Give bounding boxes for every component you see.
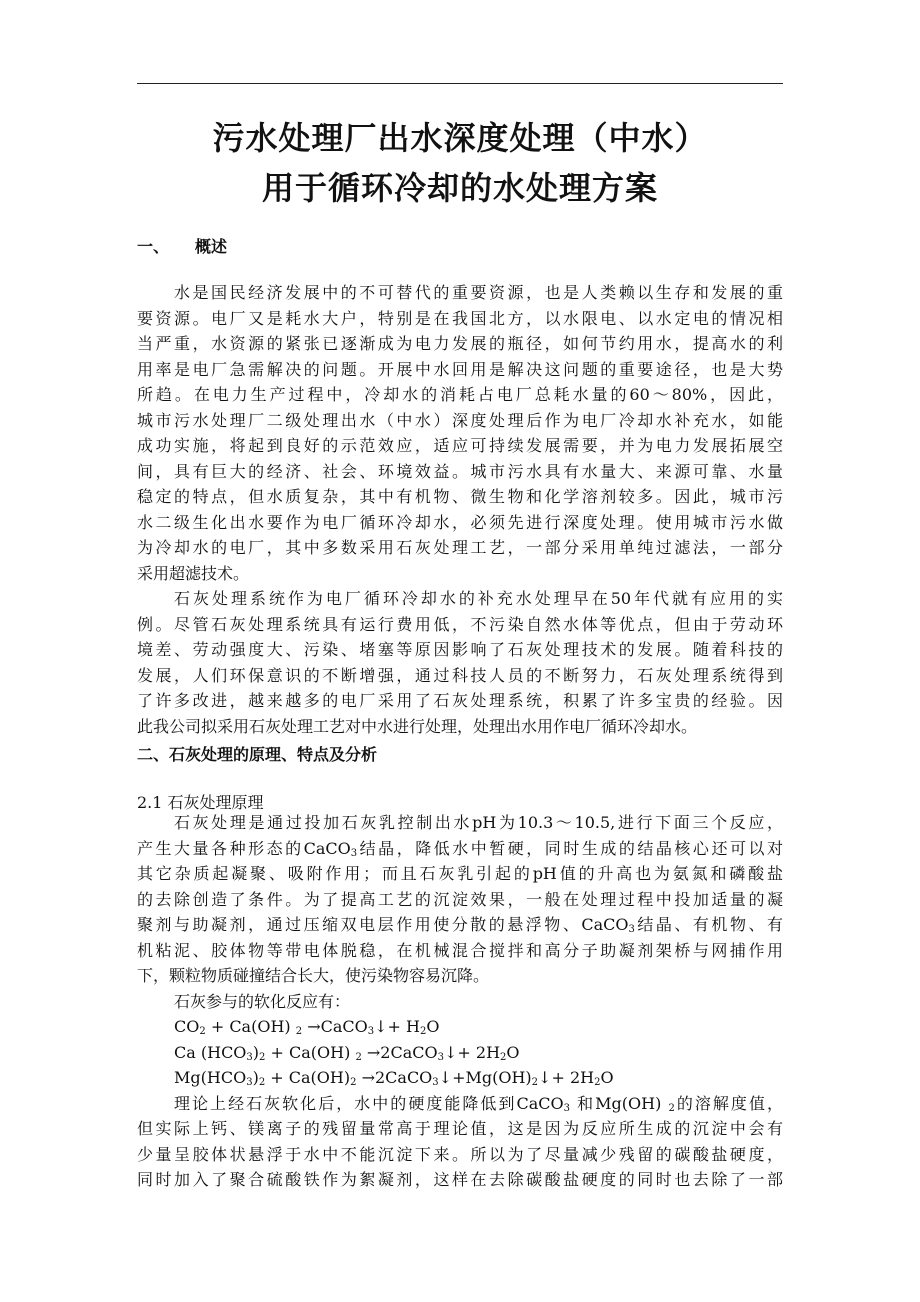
text-line: 为冷却水的电厂，其中多数采用石灰处理工艺，一部分采用单纯过滤法，一部分 xyxy=(137,538,783,557)
text-run: 和Mg(OH) xyxy=(570,1093,662,1113)
eq-run: + Ca(OH) xyxy=(205,1017,291,1036)
eq-run: ↓+ H xyxy=(374,1017,420,1036)
paragraph-2 xyxy=(137,586,783,739)
doc-title-line-1: 污水处理厂出水深度处理（中水） xyxy=(212,119,708,157)
text-run: 产生大量各种形态的CaCO xyxy=(137,838,351,858)
text-line: 用率是电厂急需解决的问题。开展中水回用是解决这问题的重要途径，也是大势 xyxy=(137,359,783,379)
eq-run: →2CaCO xyxy=(356,1068,433,1087)
text-run: 理论上经石灰软化后，水中的硬度能降低到CaCO xyxy=(174,1093,564,1113)
text-line: 但实际上钙、镁离子的残留量常高于理论值，这是因为反应所生成的沉淀中会有 xyxy=(137,1119,783,1138)
header-rule xyxy=(137,83,783,84)
text-line: 此我公司拟采用石灰处理工艺对中水进行处理，处理出水用作电厂循环冷却水。 xyxy=(137,716,698,736)
doc-title-line-2: 用于循环冷却的水处理方案 xyxy=(261,169,658,207)
section-1-number: 一、 xyxy=(137,237,170,256)
text-line: 采用超滤技术。 xyxy=(137,563,250,583)
section-2-heading: 二、石灰处理的原理、特点及分析 xyxy=(137,745,378,764)
eq-run: Mg(HCO xyxy=(174,1068,247,1087)
subscript: 2 xyxy=(258,1077,266,1088)
eq-run: ↓+ 2H xyxy=(538,1068,595,1087)
text-line: 要资源。电厂又是耗水大户，特别是在我国北方，以水限电、以水定电的情况相 xyxy=(137,308,783,328)
text-line: 成功实施，将起到良好的示范效应，适应可持续发展需要，并为电力发展拓展空 xyxy=(137,436,783,455)
subscript: 2 xyxy=(259,1051,266,1063)
subscript: 3 xyxy=(246,1051,253,1063)
subscript: 3 xyxy=(432,1077,439,1088)
text-line: 发展，人们环保意识的不断增强，通过科技人员的不断努力，石灰处理系统得到 xyxy=(137,665,783,685)
text-line: 境差、劳动强度大、污染、堵塞等原因影响了石灰处理技术的发展。随着科技的 xyxy=(137,640,783,659)
section-1-heading xyxy=(137,234,227,257)
text-line xyxy=(137,912,783,938)
text-line: 石灰处理是通过投加石灰乳控制出水pH为10.3～10.5,进行下面三个反应， xyxy=(174,813,783,832)
subscript: 2 xyxy=(500,1051,507,1063)
text-line: 间，具有巨大的经济、社会、环境效益。城市污水具有水量大、来源可靠、水量 xyxy=(137,461,783,481)
subscript: 2 xyxy=(594,1077,601,1088)
equation-1 xyxy=(137,1014,783,1040)
eq-run: ↓+ 2H xyxy=(444,1042,501,1062)
text-line: 水二级生化出水要作为电厂循环冷却水，必须先进行深度处理。使用城市污水做 xyxy=(137,512,783,532)
text-run: 结晶，降低水中暂硬，同时生成的结晶核心还可以对 xyxy=(357,838,783,858)
eq-run: + Ca(OH) xyxy=(265,1042,351,1062)
paragraph-1 xyxy=(137,280,783,586)
subscript: 2 xyxy=(295,1026,303,1037)
section-1-title: 概述 xyxy=(195,237,228,256)
subscript: 2 xyxy=(350,1077,357,1088)
text-line: 其它杂质起凝聚、吸附作用；而且石灰乳引起的pH值的升高也为氨氮和磷酸盐 xyxy=(137,864,783,883)
eq-run: ) xyxy=(252,1042,260,1062)
subscript: 3 xyxy=(563,1102,570,1114)
eq-run: →2CaCO xyxy=(361,1042,438,1062)
subsection-2-1-heading: 2.1 石灰处理原理 xyxy=(137,793,264,812)
subscript: 2 xyxy=(199,1026,206,1037)
eq-run: Ca (HCO xyxy=(174,1042,247,1062)
text-line: 了许多改进，越来越多的电厂采用了石灰处理系统，积累了许多宝贵的经验。因 xyxy=(137,691,783,710)
text-line: 同时加入了聚合硫酸铁作为絮凝剂，这样在去除碳酸盐硬度的同时也去除了一部 xyxy=(137,1170,783,1189)
subscript: 3 xyxy=(437,1051,444,1063)
text-line: 下，颗粒物质碰撞结合长大，使污染物容易沉降。 xyxy=(137,966,490,985)
text-line xyxy=(137,836,783,862)
subscript: 2 xyxy=(531,1077,539,1088)
eq-run: + Ca(OH) xyxy=(265,1068,351,1087)
paragraph-3 xyxy=(137,810,783,1193)
text-line: 城市污水处理厂二级处理出水（中水）深度处理后作为电厂冷却水补充水，如能 xyxy=(137,410,783,430)
subscript: 2 xyxy=(420,1026,427,1037)
text-line: 例。尽管石灰处理系统具有运行费用低，不污染自然水体等优点，但由于劳动环 xyxy=(137,614,783,634)
text-run: 聚剂与助凝剂，通过压缩双电层作用使分散的悬浮物、CaCO xyxy=(137,915,629,934)
subscript: 3 xyxy=(367,1026,375,1037)
subscript: 2 xyxy=(355,1051,362,1063)
subscript: 3 xyxy=(350,847,358,859)
softening-intro: 石灰参与的软化反应有： xyxy=(174,991,351,1011)
equation-2 xyxy=(137,1040,783,1066)
eq-run: CO xyxy=(174,1017,200,1036)
text-line: 的去除创造了条件。为了提高工艺的沉淀效果，一般在处理过程中投加适量的凝 xyxy=(137,889,783,909)
eq-run: O xyxy=(600,1068,614,1087)
text-line: 当严重，水资源的紧张已逐渐成为电力发展的瓶径，如何节约用水，提高水的利 xyxy=(137,334,783,353)
text-line: 所趋。在电力生产过程中，冷却水的消耗占电厂总耗水量的60～80%，因此， xyxy=(137,385,783,404)
eq-run: ↓+Mg(OH) xyxy=(438,1068,532,1087)
subscript: 2 xyxy=(668,1102,675,1114)
text-line: 石灰处理系统作为电厂循环冷却水的补充水处理早在50年代就有应用的实 xyxy=(174,589,783,608)
subscript: 3 xyxy=(628,924,635,935)
eq-run: ) xyxy=(252,1068,259,1087)
subscript: 3 xyxy=(246,1077,253,1088)
text-line: 水是国民经济发展中的不可替代的重要资源，也是人类赖以生存和发展的重 xyxy=(174,283,783,302)
text-line xyxy=(137,1091,783,1117)
equation-3 xyxy=(137,1065,783,1091)
text-run: 结晶、有机物、有 xyxy=(634,915,783,934)
eq-run: →CaCO xyxy=(302,1017,368,1036)
text-line: 稳定的特点，但水质复杂，其中有机物、微生物和化学溶剂较多。因此，城市污 xyxy=(137,487,783,506)
text-line: 少量呈胶体状悬浮于水中不能沉淀下来。所以为了尽量减少残留的碳酸盐硬度， xyxy=(137,1144,783,1164)
text-run: 的溶解度值， xyxy=(674,1093,783,1113)
eq-run: O xyxy=(426,1017,440,1036)
text-line: 机粘泥、胶体物等带电体脱稳，在机械混合搅拌和高分子助凝剂架桥与网捕作用 xyxy=(137,940,783,960)
eq-run: O xyxy=(506,1042,520,1062)
